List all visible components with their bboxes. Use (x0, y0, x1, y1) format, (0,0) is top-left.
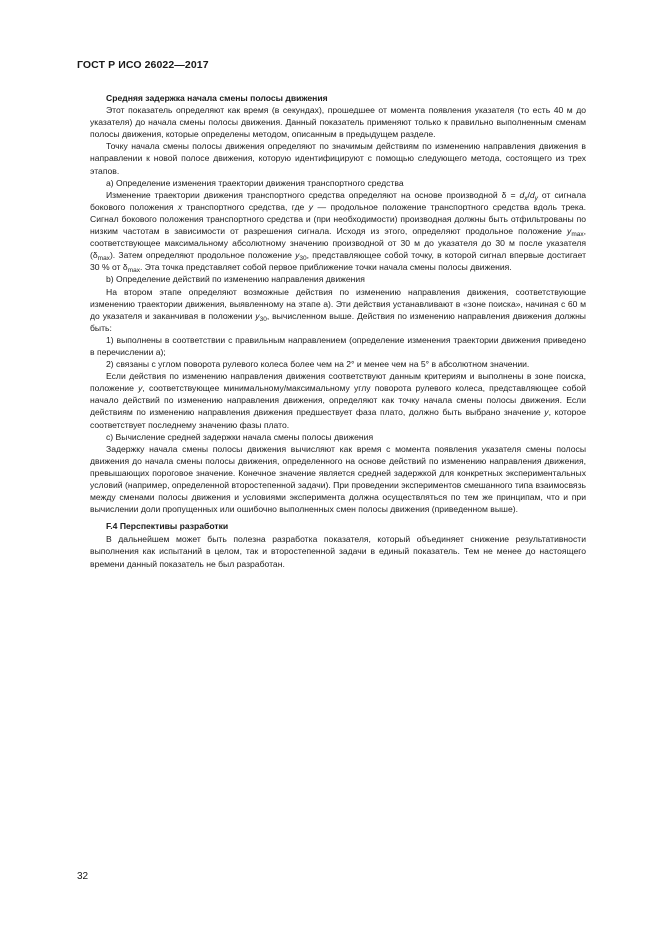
page-content (90, 92, 586, 570)
paragraph-trajectory: Изменение траектории движения транспортного средства определяют на основе производной $\delta = d_x/d_y$ от сигнала бокового положения x транспортного средства, где y — продольное положение транспортного средства вдоль трека. Сигнал бокового положения транспортного средства и (при необходимости) производная должны быть отфильтрованы по низким частотам в зависимости от разрешения сигнала. Исходя из этого, определяют продольное положение $y_{max}$, соответствующее максимальному абсолютному значению производной от 30 м до указателя до 30 м после указателя $(\delta_{max})$. Затем определяют продольное положение $y_{30}$, представляющее собой точку, в которой сигнал впервые достигает 30 % от $\delta_{max}$. Эта точка представляет собой первое приближение точки начала смены полосы движения. (90, 189, 587, 275)
page-number: 32 (77, 871, 89, 882)
list-item-1: 1) выполнены в соответствии с правильным направлением (определение изменения траектории движения приведено в перечислении а); (90, 334, 586, 357)
paragraph: В дальнейшем может быть полезна разработка показателя, который объединяет снижение результативности выполнения как испытаний в целом, так и второстепенной задачи в единый показатель. Тем не менее до настоящего времени данный показатель не был разработан. (90, 534, 586, 569)
list-heading-b: b) Определение действий по изменению направления движения (106, 274, 365, 285)
paragraph: Этот показатель определяют как время (в секундах), прошедшее от момента появления указателя (то есть 40 м до указателя) до начала смены полосы движения. Данный показатель применяют только к правильно выполненным сменам полосы движения, которые определены методом, описанным в предыдущем разделе. (90, 105, 586, 140)
paragraph: Точку начала смены полосы движения определяют по значимым действиям по изменению направления движения в направлении к новой полосе движения, которую идентифицируют с помощью следующего метода, состоящего из трех этапов. (90, 141, 586, 176)
paragraph-actions: На втором этапе определяют возможные действия по изменению направления движения, соответствующие изменению траектории движения, выявленному на этапе а). Эти действия устанавливают в «зоне поиска», начиная с 60 м до указателя и заканчивая в положении $y_{30}$, вычисленном выше. Действия по изменению направления движения должны быть: (90, 286, 586, 333)
list-item-2: 2) связаны с углом поворота рулевого колеса более чем на 2° и менее чем на 5° в абсолютном значении. (106, 359, 530, 370)
paragraph-criteria: Если действия по изменению направления движения соответствуют данным критериям и выполнены в зоне поиска, положение y, соответствующее минимальному/максимальному углу поворота рулевого колеса, представляющее собой начало действий по изменению направления движения, определяют как точку начала смены полосы движения. Если действиям по изменению направления движения предшествует фаза плато, должно быть выбрано значение y, которое соответствует последнему значению фазы плато. (90, 371, 586, 430)
document-header: ГОСТ Р ИСО 26022—2017 (77, 59, 209, 71)
list-heading-c: с) Вычисление средней задержки начала смены полосы движения (106, 431, 374, 442)
list-heading-a: а) Определение изменения траектории движения транспортного средства (106, 177, 404, 188)
section-heading: Средняя задержка начала смены полосы движения (106, 93, 328, 103)
paragraph: Задержку начала смены полосы движения вычисляют как время с момента появления указателя смены полосы движения до начала смены полосы движения, определенного на основе действий по изменению направления движения, превышающих пороговое значение. Конечное значение является средней задержкой для конкретных экспериментальных условий (например, определенной второстепенной задачи). При проведении экспериментов смешанного типа взаимосвязь между сменами полосы движения и условиями эксперимента должна осуществляться по тем же принципам, что и при вычислении доли пропущенных или ошибочно выполненных смен полосы движения (приведенном выше). (90, 443, 586, 515)
section-heading-f4: F.4 Перспективы разработки (106, 521, 229, 532)
